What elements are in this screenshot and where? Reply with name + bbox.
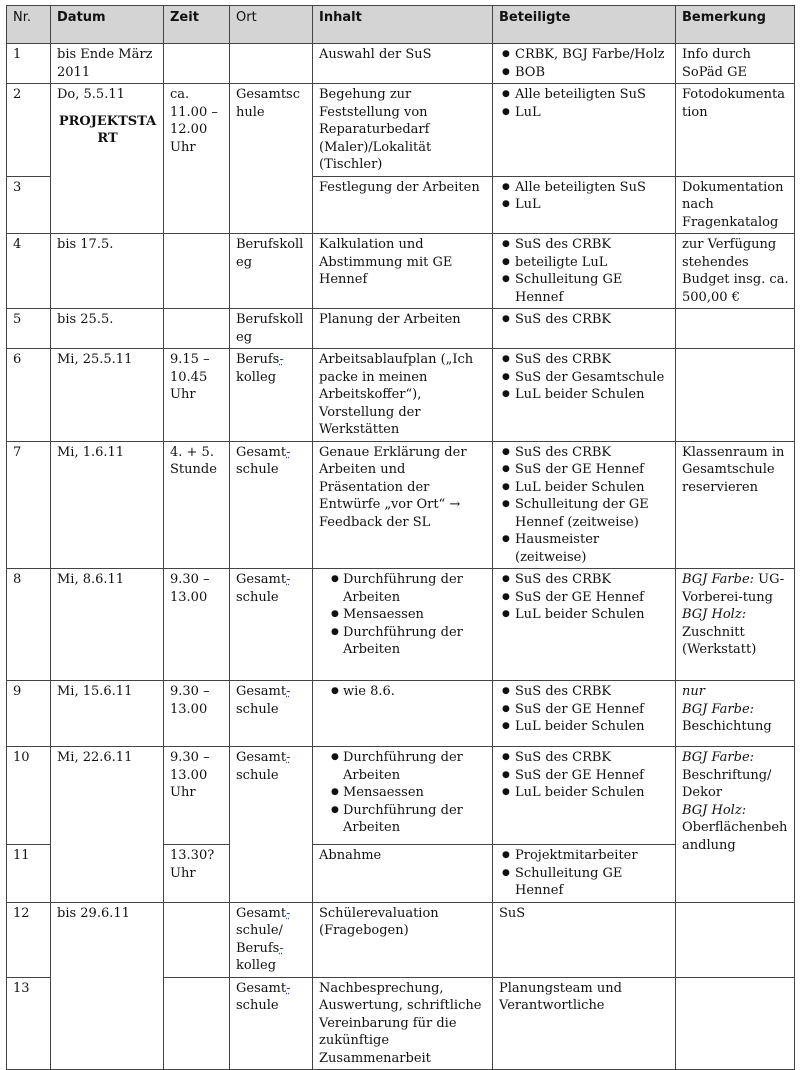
list-item: ● SuS der GE Hennef [499,767,670,785]
header-inhalt: Inhalt [313,6,493,44]
list-item: ● Projektmitarbeiter [499,847,670,865]
header-beteiligte: Beteiligte [493,6,676,44]
list-item: ● wie 8.6. [319,683,487,701]
ort-text: Berufs [236,352,280,367]
ort-text: schule [236,998,279,1013]
cell-ort [230,569,313,681]
hyphen-mark: - [286,684,291,699]
ort-text: kolleg [236,369,277,385]
cell-bemerkung [676,349,795,442]
cell-nr: 2 [7,84,51,177]
note-label: BGJ Holz: [682,607,747,622]
cell-inhalt: Arbeitsablaufplan („Ich packe in meinen Arbeitskoffer“), Vorstellung der Werkstätten [313,349,493,442]
table-row [7,349,795,442]
cell-nr: 11 [7,845,51,903]
note-label: BGJ Holz: [682,802,747,818]
cell-beteiligte [493,234,676,309]
cell-beteiligte [493,441,676,569]
list-item: ● LuL beider Schulen [499,606,670,624]
list-item: ● Alle beteiligten SuS [499,86,670,104]
list-item: ● Durchführung der Arbeiten [319,624,487,659]
cell-datum: Mi, 1.6.11 [51,441,164,569]
cell-inhalt: Kalkulation und Abstimmung mit GE Hennef [313,234,493,309]
list-item: ● SuS der GE Hennef [499,589,670,607]
cell-beteiligte [493,44,676,84]
cell-datum [51,84,164,234]
cell-zeit [164,44,230,84]
hyphen-mark: - [286,444,291,460]
cell-nr: 6 [7,349,51,442]
cell-ort: Gesamtschule [230,84,313,234]
list-item: ● LuL beider Schulen [499,386,670,404]
hyphen-mark: - [286,572,291,587]
cell-ort [230,349,313,442]
cell-datum: bis 17.5. [51,234,164,309]
table-row [7,569,795,681]
ort-text: schule [236,701,279,717]
table-row [7,902,795,977]
list-item: ● Schulleitung GE Hennef [499,865,670,900]
ort-text: Berufs [236,940,280,956]
cell-bemerkung: Dokumentation nach Fragenkatalog [676,176,795,234]
table-row [7,747,795,845]
ort-text: schule [236,589,279,605]
list-item: ● SuS des CRBK [499,311,670,329]
list-item: ● Durchführung der Arbeiten [319,749,487,784]
cell-inhalt [313,569,493,681]
cell-bemerkung: Info durch SoPäd GE [676,44,795,84]
cell-ort [230,441,313,569]
list-item: ● beteiligte LuL [499,254,670,272]
cell-zeit [164,977,230,1070]
list-item: ● Hausmeister (zeitweise) [499,531,670,566]
cell-bemerkung [676,747,795,903]
list-item: ● Durchführung der Arbeiten [319,802,487,837]
cell-inhalt: Abnahme [313,845,493,903]
cell-inhalt: Planung der Arbeiten [313,309,493,349]
list-item: ● SuS des CRBK [499,236,670,254]
cell-beteiligte [493,747,676,845]
cell-datum: bis 29.6.11 [51,902,164,1070]
cell-zeit: 4. + 5. Stunde [164,441,230,569]
cell-datum: Mi, 8.6.11 [51,569,164,681]
cell-ort: Berufskolleg [230,234,313,309]
cell-datum: Mi, 15.6.11 [51,681,164,747]
list-item: ● LuL beider Schulen [499,718,670,736]
list-item: ● SuS der GE Hennef [499,701,670,719]
ort-text: schule/ [236,923,283,938]
list-item: ● Schulleitung der GE Hennef (zeitweise) [499,496,670,531]
list-item: ● BOB [499,64,670,82]
cell-zeit: 9.30 – 13.00 [164,569,230,681]
cell-zeit: 9.30 – 13.00 [164,681,230,747]
header-ort: Ort [230,6,313,44]
ort-text: schule [236,767,279,783]
cell-zeit [164,309,230,349]
note-label: nur [682,684,705,699]
hyphen-mark: - [279,352,284,367]
table-row [7,234,795,309]
note-label: BGJ Farbe: [682,701,755,717]
cell-ort: Berufskolleg [230,309,313,349]
cell-ort [230,681,313,747]
note-text: Beschichtung [682,719,772,734]
ort-text: Gesamt [236,684,287,699]
cell-nr: 1 [7,44,51,84]
list-item: ● LuL beider Schulen [499,784,670,802]
cell-bemerkung: Fotodokumentation [676,84,795,177]
table-row [7,441,795,569]
cell-nr: 5 [7,309,51,349]
list-item: ● SuS des CRBK [499,683,670,701]
datum-text: Do, 5.5.11 [57,87,125,102]
list-item: ● Schulleitung GE Hennef [499,271,670,306]
projektstart-label: PROJEKTSTART [58,113,157,146]
cell-inhalt: Schülerevaluation (Fragebogen) [313,902,493,977]
cell-inhalt [313,681,493,747]
list-item: ● SuS des CRBK [499,351,670,369]
note-label: BGJ Farbe: [682,750,755,765]
cell-zeit: 13.30? Uhr [164,845,230,903]
cell-ort [230,902,313,977]
ort-text: Gesamt [236,980,287,996]
hyphen-mark: - [286,750,291,765]
list-item: ● LuL [499,104,670,122]
cell-bemerkung: zur Verfügung stehendes Budget insg. ca. 500,00 € [676,234,795,309]
cell-beteiligte [493,845,676,903]
cell-nr: 4 [7,234,51,309]
header-zeit: Zeit [164,6,230,44]
hyphen-mark: - [286,980,291,996]
ort-text: Gesamt [236,444,287,460]
cell-nr: 8 [7,569,51,681]
list-item: ● LuL [499,196,670,214]
cell-bemerkung [676,569,795,681]
cell-bemerkung [676,902,795,977]
cell-datum: Mi, 25.5.11 [51,349,164,442]
cell-nr: 9 [7,681,51,747]
schedule-table-wrapper [6,5,794,1070]
cell-beteiligte: Planungsteam und Verantwortliche [493,977,676,1070]
cell-zeit [164,902,230,977]
cell-datum: bis Ende März 2011 [51,44,164,84]
cell-inhalt [313,747,493,845]
list-item: ● Mensaessen [319,784,487,802]
cell-zeit: 9.15 – 10.45 Uhr [164,349,230,442]
ort-text: Gesamt [236,750,287,765]
hyphen-mark: - [279,940,284,956]
cell-beteiligte [493,349,676,442]
note-text: Oberflächenbehandlung [682,820,788,853]
list-item: ● SuS des CRBK [499,571,670,589]
list-item: ● Alle beteiligten SuS [499,179,670,197]
ort-text: schule [236,462,279,477]
table-row [7,681,795,747]
cell-zeit: 9.30 – 13.00 Uhr [164,747,230,845]
ort-text: kolleg [236,958,277,973]
list-item: ● Mensaessen [319,606,487,624]
cell-inhalt: Begehung zur Feststellung von Reparaturbedarf (Maler)/Lokalität (Tischler) [313,84,493,177]
cell-ort [230,977,313,1070]
note-text: Zuschnitt (Werkstatt) [682,624,757,657]
note-text: UG-Vorberei-tung [682,572,785,605]
cell-beteiligte [493,84,676,177]
note-text: Beschriftung/ Dekor [682,767,772,800]
table-row [7,44,795,84]
header-bemerkung: Bemerkung [676,6,795,44]
cell-datum: Mi, 22.6.11 [51,747,164,903]
hyphen-mark: - [286,905,291,921]
cell-nr: 7 [7,441,51,569]
cell-beteiligte [493,681,676,747]
cell-inhalt: Auswahl der SuS [313,44,493,84]
cell-ort [230,747,313,903]
cell-bemerkung [676,681,795,747]
list-item: ● LuL beider Schulen [499,479,670,497]
header-nr: Nr. [7,6,51,44]
cell-nr: 12 [7,902,51,977]
cell-beteiligte [493,569,676,681]
list-item: ● CRBK, BGJ Farbe/Holz [499,46,670,64]
cell-inhalt: Festlegung der Arbeiten [313,176,493,234]
cell-bemerkung [676,309,795,349]
table-row [7,309,795,349]
cell-inhalt: Genaue Erklärung der Arbeiten und Präsentation der Entwürfe „vor Ort“ → Feedback der SL [313,441,493,569]
cell-nr: 3 [7,176,51,234]
cell-nr: 13 [7,977,51,1070]
list-item: ● SuS des CRBK [499,749,670,767]
list-item: ● SuS der GE Hennef [499,461,670,479]
table-row [7,84,795,177]
cell-bemerkung: Klassenraum in Gesamtschule reservieren [676,441,795,569]
cell-bemerkung [676,977,795,1070]
cell-ort [230,44,313,84]
list-item: ● SuS der Gesamtschule [499,369,670,387]
cell-zeit [164,234,230,309]
cell-zeit: ca. 11.00 – 12.00 Uhr [164,84,230,234]
ort-text: Gesamt [236,905,287,921]
cell-nr: 10 [7,747,51,845]
cell-inhalt: Nachbesprechung, Auswertung, schriftliche Vereinbarung für die zukünftige Zusammenarbeit [313,977,493,1070]
note-label: BGJ Farbe: [682,572,755,587]
list-item: ● SuS des CRBK [499,444,670,462]
ort-text: Gesamt [236,572,287,587]
cell-datum: bis 25.5. [51,309,164,349]
cell-beteiligte: SuS [493,902,676,977]
cell-beteiligte [493,176,676,234]
header-datum: Datum [51,6,164,44]
project-schedule-table [6,5,795,1070]
header-row [7,6,795,44]
list-item: ● Durchführung der Arbeiten [319,571,487,606]
cell-beteiligte [493,309,676,349]
